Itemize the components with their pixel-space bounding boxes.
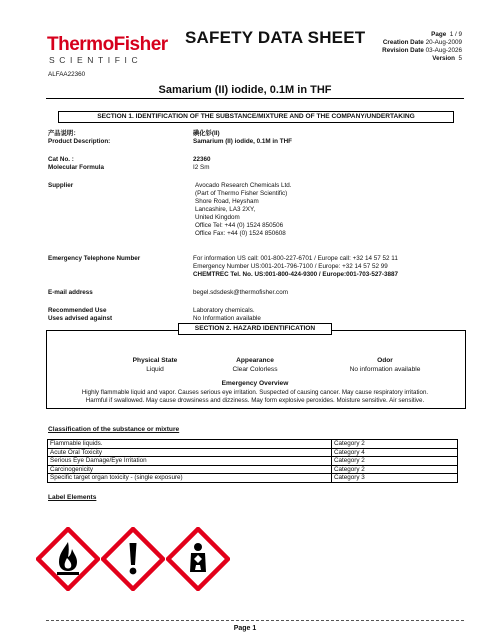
odor-label: Odor	[377, 357, 393, 364]
supplier-line: Lancashire, LA3 2XY,	[195, 206, 256, 213]
table-row	[48, 474, 458, 483]
health-hazard-pictogram-icon	[166, 527, 230, 591]
email-label: E-mail address	[48, 289, 93, 296]
physical-state-value: Liquid	[146, 365, 164, 373]
recommended-use-value: Laboratory chemicals.	[193, 307, 255, 314]
company-logo: ThermoFisher	[47, 34, 168, 55]
supplier-line: Office Tel: +44 (0) 1524 850506	[195, 222, 284, 229]
title-divider	[46, 98, 464, 99]
emergency-overview-text	[50, 389, 460, 405]
table-row	[48, 457, 458, 466]
table-row	[48, 448, 458, 457]
hazard-cell: Flammable liquids.	[48, 440, 332, 449]
flame-pictogram-icon	[36, 527, 100, 591]
odor	[325, 357, 445, 374]
supplier-line: United Kingdom	[195, 214, 240, 221]
table-row	[48, 440, 458, 449]
emergency-phone-value	[193, 255, 398, 279]
appearance-label: Appearance	[236, 357, 274, 364]
recommended-use-label: Recommended Use	[48, 307, 107, 314]
document-code: ALFAA22360	[48, 71, 86, 78]
revision-date-label: Revision Date	[382, 47, 424, 54]
overview-line-2: Harmful if swallowed. May cause drowsiness and dizziness. May form explosive peroxides. Moisture sensitive. Air sensitive.	[85, 397, 425, 404]
supplier-address	[195, 182, 292, 238]
supplier-line: Avocado Research Chemicals Ltd.	[195, 182, 292, 189]
category-cell: Category 2	[332, 465, 458, 474]
emergency-line-1: For information US call: 001-800-227-6701 / Europe call: +32 14 57 52 11	[193, 255, 398, 262]
cat-no-value: 22360	[193, 156, 211, 163]
category-cell: Category 2	[332, 457, 458, 466]
section1-heading: SECTION 1. IDENTIFICATION OF THE SUBSTANCE/MIXTURE AND OF THE COMPANY/UNDERTAKING	[58, 111, 454, 123]
supplier-label: Supplier	[48, 182, 74, 189]
emergency-line-3: CHEMTREC Tel. No. US:001-800-424-9300 / Europe:001-703-527-3887	[193, 271, 398, 278]
revision-date-value: 03-Aug-2026	[425, 47, 462, 54]
cat-no-label: Cat No. :	[48, 156, 74, 163]
classification-table	[47, 439, 458, 483]
cn-product-label: 产品说明：	[48, 130, 80, 137]
emergency-line-2: Emergency Number US:001-201-796-7100 / Europe: +32 14 57 52 99	[193, 263, 388, 270]
appearance	[195, 357, 315, 374]
product-description-value: Samarium (II) iodide, 0.1M in THF	[193, 138, 293, 145]
exclamation-pictogram-icon	[101, 527, 165, 591]
overview-line-1: Highly flammable liquid and vapor. Causes serious eye irritation. Suspected of causing cancer. May cause respiratory irritation.	[81, 389, 429, 396]
molecular-formula-label: Molecular Formula	[48, 164, 104, 171]
version-value: 5	[458, 55, 462, 62]
supplier-line: (Part of Thermo Fisher Scientific)	[195, 190, 288, 197]
supplier-line: Office Fax: +44 (0) 1524 850608	[195, 230, 286, 237]
hazard-cell: Specific target organ toxicity - (single exposure)	[48, 474, 332, 483]
hazard-cell: Carcinogenicity	[48, 465, 332, 474]
creation-date-value: 20-Aug-2009	[425, 39, 462, 46]
cn-product-value: 碘化钐(II)	[193, 130, 220, 137]
version-label: Version	[432, 55, 455, 62]
table-row	[48, 465, 458, 474]
product-description-label: Product Description:	[48, 138, 111, 145]
footer-page-number: Page 1	[233, 625, 257, 632]
document-meta	[382, 31, 462, 63]
company-logo-subtitle: SCIENTIFIC	[49, 55, 143, 65]
uses-advised-against-value: No Information available	[193, 315, 261, 322]
uses-advised-against-label: Uses advised against	[48, 315, 113, 322]
molecular-formula-value: I2 Sm	[193, 164, 210, 171]
page-value: 1 / 9	[449, 31, 462, 38]
category-cell: Category 3	[332, 474, 458, 483]
hazard-cell: Acute Oral Toxicity	[48, 448, 332, 457]
physical-state-label: Physical State	[132, 357, 178, 364]
odor-value: No information available	[349, 365, 421, 373]
hazard-cell: Serious Eye Damage/Eye Irritation	[48, 457, 332, 466]
email-value[interactable]: begel.sdsdesk@thermofisher.com	[193, 289, 288, 296]
category-cell: Category 2	[332, 440, 458, 449]
appearance-value: Clear Colorless	[232, 365, 278, 373]
product-title: Samarium (II) iodide, 0.1M in THF	[158, 84, 332, 96]
creation-date-label: Creation Date	[382, 39, 424, 46]
label-elements-heading: Label Elements	[48, 494, 97, 501]
section2-heading: SECTION 2. HAZARD IDENTIFICATION	[178, 323, 332, 335]
footer-divider	[46, 620, 464, 621]
emergency-phone-label: Emergency Telephone Number	[48, 255, 141, 262]
classification-heading: Classification of the substance or mixture	[48, 426, 180, 433]
page-label: Page	[431, 31, 447, 38]
supplier-line: Shore Road, Heysham	[195, 198, 259, 205]
emergency-overview-heading: Emergency Overview	[221, 380, 289, 387]
document-title: SAFETY DATA SHEET	[185, 28, 366, 47]
category-cell: Category 4	[332, 448, 458, 457]
